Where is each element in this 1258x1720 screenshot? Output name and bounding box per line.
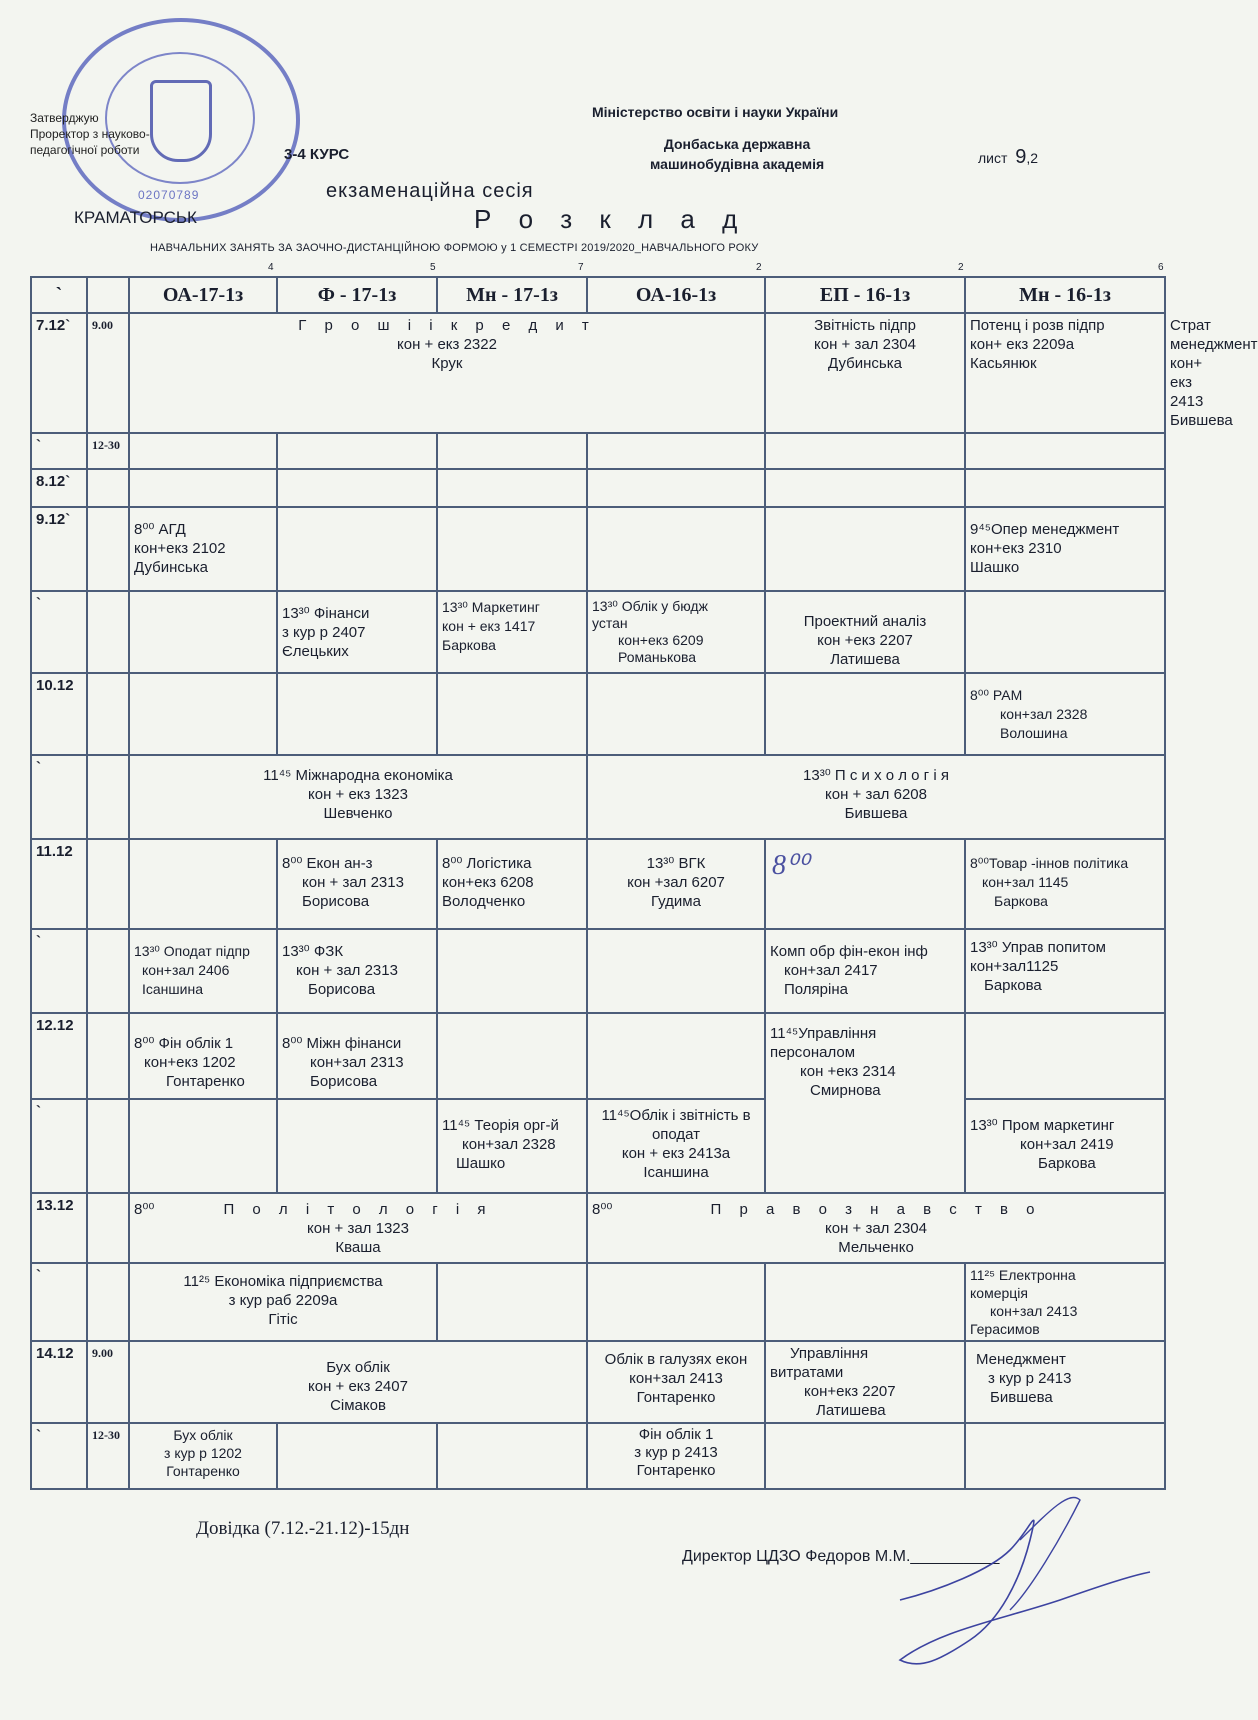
row-time xyxy=(87,839,129,929)
empty-cell xyxy=(587,1263,765,1341)
empty-cell xyxy=(965,469,1165,507)
col-group: Ф - 17-1з xyxy=(277,277,437,313)
empty-cell xyxy=(437,507,587,591)
class-teacher: Крук xyxy=(431,355,463,372)
class-cell xyxy=(965,313,1165,433)
class-subject: 13³⁰ Пром маркетинг xyxy=(970,1117,1115,1134)
table-row xyxy=(31,839,1165,929)
column-number: 2 xyxy=(958,262,964,273)
class-cell xyxy=(587,755,1165,839)
class-cell xyxy=(277,1013,437,1099)
class-cell xyxy=(587,1423,765,1489)
empty-cell xyxy=(277,1423,437,1489)
class-subject: Комп обр фін-екон інф xyxy=(770,943,928,960)
ministry-name: Міністерство освіти і науки України xyxy=(592,104,839,120)
empty-cell xyxy=(765,469,965,507)
table-row xyxy=(31,469,1165,507)
class-cell xyxy=(437,839,587,929)
column-number: 7 xyxy=(578,262,584,273)
session-label: екзаменаційна сесія xyxy=(326,180,534,202)
class-teacher: Єлецьких xyxy=(282,643,349,660)
table-row xyxy=(31,1013,1165,1099)
row-time: 9.00 xyxy=(87,313,129,433)
class-subject: 8⁰⁰ Логістика xyxy=(442,855,532,872)
class-cell xyxy=(129,755,587,839)
class-teacher: Гонтаренко xyxy=(166,1463,240,1479)
empty-cell xyxy=(277,433,437,469)
header-row xyxy=(31,277,1165,313)
empty-cell xyxy=(587,673,765,755)
class-cell xyxy=(277,839,437,929)
class-cell xyxy=(765,1341,965,1423)
class-subject: Бух облік xyxy=(326,1359,390,1376)
class-subject: 9⁴⁵Опер менеджмент xyxy=(970,521,1120,538)
class-teacher: Баркова xyxy=(984,977,1042,994)
academy-name xyxy=(650,134,824,174)
class-room: кон + екз 2322 xyxy=(397,336,497,353)
empty-cell xyxy=(437,1423,587,1489)
class-room: кон+екз 6209 xyxy=(618,632,704,648)
class-subject: 13³⁰ Облік у бюдж xyxy=(592,598,708,614)
empty-cell xyxy=(765,673,965,755)
class-teacher: Ісаншина xyxy=(142,981,203,997)
class-subject: 8⁰⁰Товар -іннов політика xyxy=(970,855,1129,871)
class-room: кон+екз 2207 xyxy=(804,1383,896,1400)
class-subject: Звітність підпр xyxy=(814,317,916,334)
class-subject: П р а в о з н а в с т в о xyxy=(710,1201,1042,1218)
class-teacher: Шевченко xyxy=(323,805,393,822)
class-subject-cont: оподат xyxy=(651,1126,701,1143)
row-date: ` xyxy=(31,1263,87,1341)
class-teacher: Волошина xyxy=(1000,725,1068,741)
table-row xyxy=(31,1193,1165,1263)
class-subject: Потенц і розв підпр xyxy=(970,317,1105,334)
class-room: кон+зал 1145 xyxy=(982,874,1069,890)
class-teacher: Поляріна xyxy=(784,981,848,998)
class-cell xyxy=(587,1341,765,1423)
class-teacher: Борисова xyxy=(308,981,376,998)
column-number: 4 xyxy=(268,262,274,273)
class-teacher: Шашко xyxy=(456,1155,506,1172)
empty-cell xyxy=(765,507,965,591)
class-cell xyxy=(965,1263,1165,1341)
row-date: 13.12 xyxy=(31,1193,87,1263)
class-cell xyxy=(129,1423,277,1489)
class-subject: 8⁰⁰ Фін облік 1 xyxy=(134,1035,234,1052)
table-row xyxy=(31,673,1165,755)
class-room: кон+зал 2406 xyxy=(142,962,230,978)
class-subject: 8⁰⁰ Екон ан-з xyxy=(282,855,373,872)
col-group: ЕП - 16-1з xyxy=(765,277,965,313)
class-cell xyxy=(965,839,1165,929)
class-cell xyxy=(277,591,437,673)
empty-cell xyxy=(965,1013,1165,1099)
row-time xyxy=(87,469,129,507)
table-row xyxy=(31,433,1165,469)
table-row xyxy=(31,755,1165,839)
empty-cell xyxy=(587,929,765,1013)
table-row xyxy=(31,929,1165,1013)
class-cell xyxy=(765,929,965,1013)
stamp-number: 02070789 xyxy=(138,188,200,202)
col-group: ОА-16-1з xyxy=(587,277,765,313)
class-room: кон+зал 2328 xyxy=(462,1136,556,1153)
row-time xyxy=(87,591,129,673)
row-time: 12-30 xyxy=(87,433,129,469)
class-subject: Г р о ш і і к р е д и т xyxy=(298,317,596,334)
class-subject: 13³⁰ Оподат підпр xyxy=(134,943,250,959)
row-time: 12-30 xyxy=(87,1423,129,1489)
class-room: кон+екз 1202 xyxy=(144,1054,236,1071)
row-date: ` xyxy=(31,433,87,469)
academy-line1: Донбаська державна xyxy=(663,136,811,152)
class-subject-cont: витратами xyxy=(770,1364,844,1381)
table-row xyxy=(31,507,1165,591)
empty-cell xyxy=(277,673,437,755)
column-number: 6 xyxy=(1158,262,1164,273)
row-time xyxy=(87,507,129,591)
class-room: кон+зал 2417 xyxy=(784,962,878,979)
row-date: 9.12` xyxy=(31,507,87,591)
class-teacher: Дубинська xyxy=(828,355,902,372)
class-subject-cont: персоналом xyxy=(770,1044,856,1061)
approval-block xyxy=(30,110,150,158)
class-subject: 11⁴⁵Облік і звітність в xyxy=(601,1107,751,1124)
class-room: кон + зал 2313 xyxy=(302,874,404,891)
class-cell xyxy=(965,1341,1165,1423)
empty-cell xyxy=(129,433,277,469)
table-row xyxy=(31,591,1165,673)
page-title: Р о з к л а д xyxy=(474,204,748,234)
class-teacher: Володченко xyxy=(442,893,526,910)
class-subject: 11⁴⁵ Міжнародна економіка xyxy=(263,767,453,784)
col-time xyxy=(87,277,129,313)
empty-cell xyxy=(277,1099,437,1193)
class-subject: 11⁴⁵Управління xyxy=(770,1025,877,1042)
class-subject: 11²⁵ Електронна xyxy=(970,1267,1076,1283)
class-subject: Облік в галузях екон xyxy=(604,1351,748,1368)
class-room: кон + екз 1417 xyxy=(442,618,536,634)
class-teacher: Бившева xyxy=(844,805,908,822)
empty-cell xyxy=(129,1099,277,1193)
class-room: кон+зал 2328 xyxy=(1000,706,1088,722)
class-teacher: Касьянюк xyxy=(970,355,1037,372)
class-cell xyxy=(437,591,587,673)
class-cell xyxy=(765,1013,965,1193)
class-room: кон + зал 1323 xyxy=(307,1220,409,1237)
class-teacher: Баркова xyxy=(442,637,496,653)
class-room: кон+зал 2419 xyxy=(1020,1136,1114,1153)
row-date: 14.12 xyxy=(31,1341,87,1423)
class-subject: 8⁰⁰ АГД xyxy=(134,521,186,538)
class-cell xyxy=(765,313,965,433)
class-room: кон+зал 2413 xyxy=(629,1370,723,1387)
class-teacher: Борисова xyxy=(302,893,370,910)
row-date: 7.12` xyxy=(31,313,87,433)
class-subject: Проектний аналіз xyxy=(803,613,927,630)
row-time xyxy=(87,1099,129,1193)
class-room: кон +зал 6207 xyxy=(627,874,725,891)
empty-cell xyxy=(437,433,587,469)
class-room: кон + екз 2413а xyxy=(621,1145,731,1162)
row-date: ` xyxy=(31,929,87,1013)
class-room: кон+екз 2310 xyxy=(970,540,1062,557)
class-teacher: Смирнова xyxy=(810,1082,881,1099)
class-room: кон+зал 2313 xyxy=(310,1054,404,1071)
class-teacher: Бившева xyxy=(990,1389,1053,1406)
footer-note: Довідка (7.12.-21.12)-15дн xyxy=(196,1518,410,1539)
table-row: 7.12` 9.00 Г р о ш і і к р е д и т кон + екз 2322 Крук Звітність підпр кон + зал 2304 Дубинська Потенц і розв підпр кон+ екз 2209а Касьянюк Страт менеджмент кон+ екз 2413 Бившева xyxy=(31,313,1165,433)
class-room: з кур р 2407 xyxy=(282,624,366,641)
class-cell xyxy=(129,313,765,433)
class-cell xyxy=(965,507,1165,591)
empty-cell xyxy=(587,469,765,507)
class-subject: Фін облік 1 xyxy=(638,1426,714,1443)
class-room: кон+зал1125 xyxy=(970,958,1059,975)
row-time xyxy=(87,673,129,755)
approval-line3: педагогічної роботи xyxy=(30,143,140,157)
class-teacher: Сімаков xyxy=(330,1397,386,1414)
class-subject: 13³⁰ Маркетинг xyxy=(442,599,540,615)
approval-line1: Затверджую xyxy=(30,111,99,125)
class-cell xyxy=(277,929,437,1013)
table-row xyxy=(31,1341,1165,1423)
class-room: кон + зал 2304 xyxy=(825,1220,927,1237)
class-cell xyxy=(965,673,1165,755)
class-teacher: Гонтаренко xyxy=(636,1389,716,1406)
row-date: 11.12 xyxy=(31,839,87,929)
empty-cell xyxy=(437,929,587,1013)
col-group: ОА-17-1з xyxy=(129,277,277,313)
empty-cell xyxy=(129,469,277,507)
row-date: 10.12 xyxy=(31,673,87,755)
class-room: кон + зал 6208 xyxy=(825,786,927,803)
empty-cell xyxy=(129,673,277,755)
subtitle: НАВЧАЛЬНИХ ЗАНЯТЬ ЗА ЗАОЧНО-ДИСТАНЦІЙНОЮ ФОРМОЮ у 1 СЕМЕСТРІ 2019/2020_НАВЧАЛЬНОГО РОКУ xyxy=(150,242,759,254)
class-room: з кур р 2413 xyxy=(988,1370,1072,1387)
empty-cell xyxy=(437,673,587,755)
class-teacher: Мельченко xyxy=(838,1239,914,1256)
sheet-number-value: 9 xyxy=(1015,146,1027,168)
class-subject: Бух облік xyxy=(173,1427,233,1443)
class-teacher: Герасимов xyxy=(970,1321,1040,1337)
trident-emblem-icon xyxy=(150,80,212,162)
academy-line2: машинобудівна академія xyxy=(650,156,825,172)
city-label: КРАМАТОРСЬК xyxy=(74,208,197,227)
class-subject: 13³⁰ ВГК xyxy=(646,855,706,872)
class-cell xyxy=(129,1193,587,1263)
class-room: кон + екз 2407 xyxy=(308,1378,408,1395)
row-time xyxy=(87,929,129,1013)
col-date: ` xyxy=(31,277,87,313)
sheet-label: лист xyxy=(978,150,1008,166)
class-time: 8⁰⁰ xyxy=(134,1201,155,1218)
empty-cell xyxy=(437,1263,587,1341)
table-row xyxy=(31,1099,1165,1193)
signature-icon xyxy=(880,1480,1160,1680)
row-time xyxy=(87,755,129,839)
row-date: ` xyxy=(31,1099,87,1193)
class-subject: 11²⁵ Економіка підприємства xyxy=(183,1273,383,1290)
class-cell xyxy=(129,507,277,591)
class-teacher: Дубинська xyxy=(134,559,208,576)
class-teacher: Борисова xyxy=(310,1073,378,1090)
row-time xyxy=(87,1013,129,1099)
class-room: кон +екз 2314 xyxy=(800,1063,896,1080)
empty-cell xyxy=(129,839,277,929)
class-room: з кур р 2413 xyxy=(634,1444,718,1461)
course-label: 3-4 КУРС xyxy=(284,146,350,163)
class-teacher: Гонтаренко xyxy=(166,1073,245,1090)
class-teacher: Шашко xyxy=(970,559,1020,576)
class-room: кон +екз 2207 xyxy=(817,632,913,649)
class-cell xyxy=(765,591,965,673)
empty-cell xyxy=(965,591,1165,673)
empty-cell xyxy=(437,469,587,507)
row-time xyxy=(87,1193,129,1263)
class-cell xyxy=(129,1341,587,1423)
empty-cell xyxy=(765,1263,965,1341)
col-group: Мн - 17-1з xyxy=(437,277,587,313)
class-subject: 8⁰⁰ РАМ xyxy=(970,687,1023,703)
class-teacher: Баркова xyxy=(994,893,1048,909)
class-cell xyxy=(965,1099,1165,1193)
class-cell xyxy=(587,839,765,929)
class-room: кон+зал 2413 xyxy=(990,1303,1078,1319)
class-cell xyxy=(965,929,1165,1013)
class-teacher: Гітіс xyxy=(268,1311,298,1328)
class-subject: 13³⁰ П с и х о л о г і я xyxy=(803,767,949,784)
class-cell xyxy=(129,1013,277,1099)
class-cell xyxy=(129,929,277,1013)
empty-cell xyxy=(277,507,437,591)
row-date: 12.12 xyxy=(31,1013,87,1099)
row-time xyxy=(87,1263,129,1341)
class-teacher: Латишева xyxy=(816,1402,886,1419)
empty-cell xyxy=(587,507,765,591)
class-subject: Менеджмент xyxy=(976,1351,1066,1368)
class-teacher: Гонтаренко xyxy=(636,1462,716,1479)
class-teacher: Романькова xyxy=(618,649,697,665)
class-room: кон + зал 2313 xyxy=(296,962,398,979)
class-teacher: Кваша xyxy=(335,1239,381,1256)
handwritten-note: 8⁰⁰ xyxy=(772,850,809,881)
class-subject: 8⁰⁰ Міжн фінанси xyxy=(282,1035,402,1052)
class-cell xyxy=(437,1099,587,1193)
class-subject-cont: комерція xyxy=(970,1285,1028,1301)
class-room: кон + зал 2304 xyxy=(814,336,916,353)
class-room: кон + екз 1323 xyxy=(308,786,408,803)
schedule-table xyxy=(30,276,1258,1490)
col-group: Мн - 16-1з xyxy=(965,277,1165,313)
row-date: ` xyxy=(31,591,87,673)
class-room: з кур р 1202 xyxy=(164,1445,242,1461)
director-signature-line: Директор ЦДЗО Федоров М.М.__________ xyxy=(682,1548,1000,1565)
class-teacher: Ісаншина xyxy=(643,1164,709,1181)
empty-cell xyxy=(965,433,1165,469)
class-subject: 13³⁰ Управ попитом xyxy=(970,939,1106,956)
class-time: 8⁰⁰ xyxy=(592,1201,613,1218)
class-cell xyxy=(587,591,765,673)
empty-cell xyxy=(277,469,437,507)
class-cell xyxy=(587,1193,1165,1263)
empty-cell xyxy=(587,1013,765,1099)
row-date: ` xyxy=(31,755,87,839)
empty-cell xyxy=(129,591,277,673)
table-row xyxy=(31,1263,1165,1341)
class-subject: П о л і т о л о г і я xyxy=(223,1201,493,1218)
sheet-number-sub: ,2 xyxy=(1026,150,1038,166)
class-room: кон+екз 2102 xyxy=(134,540,226,557)
sheet-number xyxy=(978,146,1038,169)
empty-cell xyxy=(437,1013,587,1099)
class-subject-cont: устан xyxy=(592,615,628,631)
row-date: 8.12` xyxy=(31,469,87,507)
column-number: 5 xyxy=(430,262,436,273)
class-subject: 11⁴⁵ Теорія орг-й xyxy=(442,1117,559,1134)
class-room: кон+екз 6208 xyxy=(442,874,534,891)
approval-line2: Проректор з науково- xyxy=(30,127,150,141)
class-subject: 13³⁰ ФЗК xyxy=(282,943,344,960)
class-room: кон+ екз 2209а xyxy=(970,336,1075,353)
empty-cell xyxy=(587,433,765,469)
class-room: з кур раб 2209а xyxy=(228,1292,338,1309)
class-subject: Управління xyxy=(790,1345,869,1362)
class-teacher: Гудима xyxy=(651,893,701,910)
column-number: 2 xyxy=(756,262,762,273)
class-cell xyxy=(129,1263,437,1341)
class-cell xyxy=(587,1099,765,1193)
class-subject: 13³⁰ Фінанси xyxy=(282,605,370,622)
class-teacher: Баркова xyxy=(1038,1155,1096,1172)
class-teacher: Латишева xyxy=(830,651,900,668)
empty-cell xyxy=(765,433,965,469)
row-time: 9.00 xyxy=(87,1341,129,1423)
row-date: ` xyxy=(31,1423,87,1489)
